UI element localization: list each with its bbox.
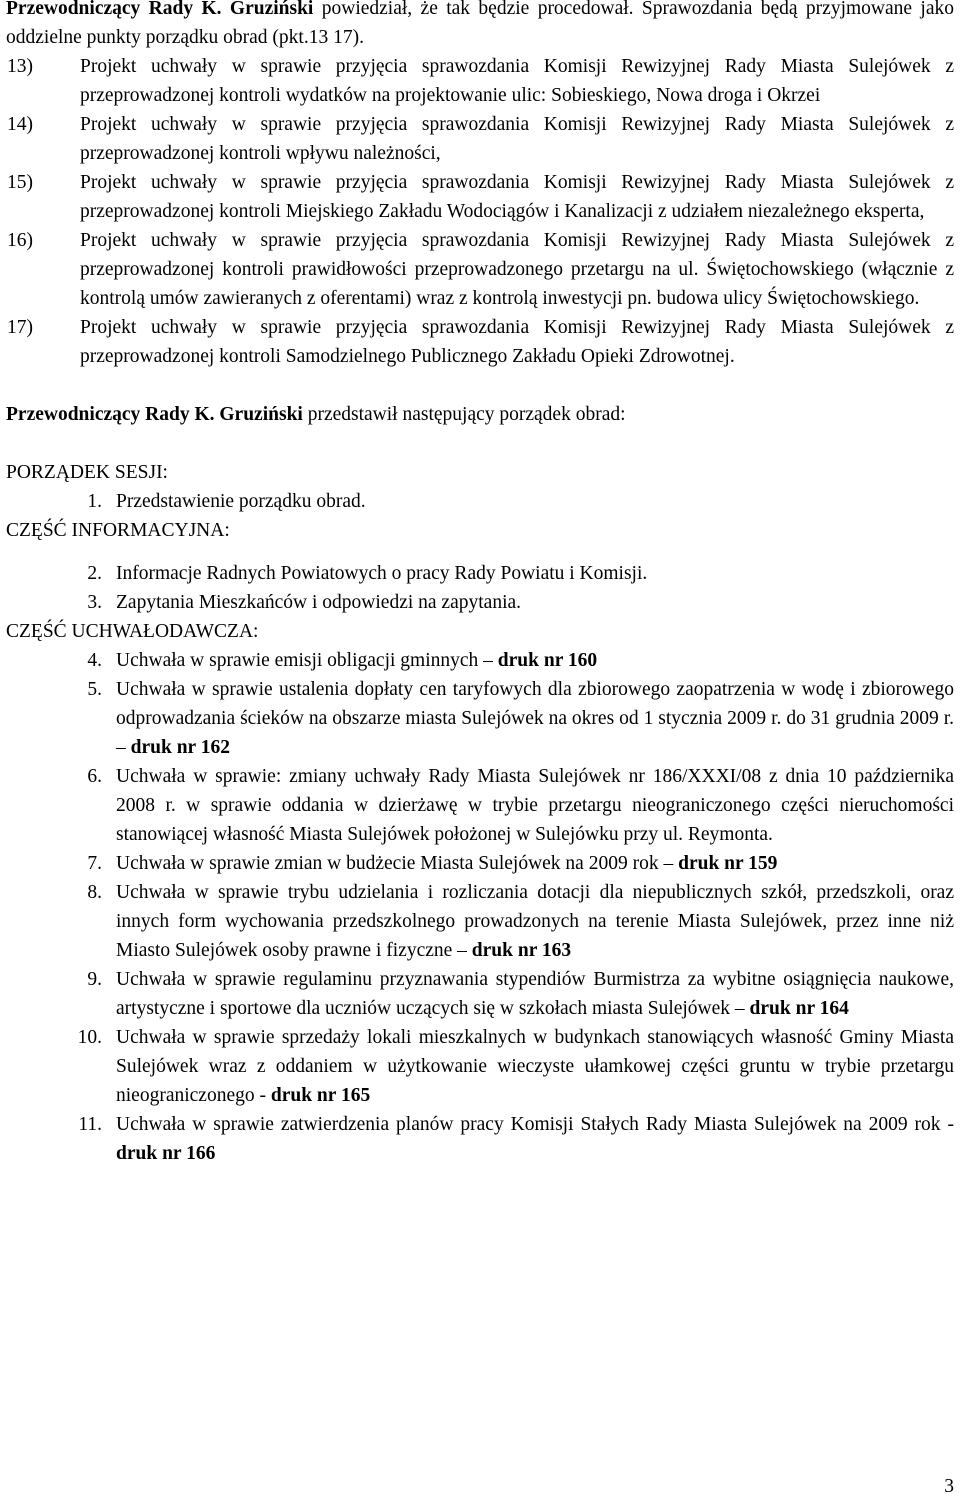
- project-item-14: [6, 110, 954, 168]
- spacer: [6, 429, 954, 458]
- agenda-text: Zapytania Mieszkańców i odpowiedzi na zapytania.: [116, 592, 522, 613]
- agenda-number: 10.: [77, 1027, 102, 1048]
- info-section-title: CZĘŚĆ INFORMACYJNA:: [6, 520, 230, 541]
- agenda-item-3: [6, 588, 954, 617]
- agenda-text: Uchwała w sprawie emisji obligacji gminnych –: [116, 650, 493, 671]
- agenda-item-7: [6, 849, 954, 878]
- project-list: [6, 52, 954, 371]
- druk-number: druk nr 166: [116, 1143, 216, 1164]
- resolution-item-list: [6, 646, 954, 1168]
- chair-label: Przewodniczący Rady K.: [6, 0, 222, 19]
- agenda-text: Uchwała w sprawie zmian w budżecie Miasta Sulejówek na 2009 rok –: [116, 853, 674, 874]
- presented-text: przedstawił następujący porządek obrad:: [307, 404, 626, 425]
- project-text: Projekt uchwały w sprawie przyjęcia sprawozdania Komisji Rewizyjnej Rady Miasta Sulejówek z przeprowadzonej kontroli wpływu należności,: [80, 114, 954, 164]
- info-item-list: [6, 559, 954, 617]
- agenda-text: Uchwała w sprawie ustalenia dopłaty cen taryfowych dla zbiorowego zaopatrzenia w wodę i zbiorowego odprowadzania ścieków na obszarze miasta Sulejówek na okres od 1 stycznia 2009 r. do 31 grudnia 2009 r. –: [116, 679, 954, 758]
- chair-name: Gruziński: [219, 404, 303, 425]
- page-number: 3: [944, 1476, 954, 1497]
- agenda-text: Przedstawienie porządku obrad.: [116, 491, 366, 512]
- agenda-title: PORZĄDEK SESJI:: [6, 462, 168, 483]
- druk-number: druk nr 165: [270, 1085, 371, 1106]
- spacer: [6, 371, 954, 400]
- druk-number: druk nr 164: [749, 998, 849, 1019]
- agenda-item-5: [6, 675, 954, 762]
- agenda-text: Uchwała w sprawie regulaminu przyznawania stypendiów Burmistrza za wybitne osiągnięcia naukowe, artystyczne i sportowe dla uczniów uczących się w szkołach miasta Sulejówek –: [116, 969, 954, 1019]
- agenda-item-9: [6, 965, 954, 1023]
- chair-label: Przewodniczący Rady K.: [6, 404, 215, 425]
- project-number: 16): [7, 230, 33, 251]
- agenda-item-6: [6, 762, 954, 849]
- agenda-number: 9.: [87, 969, 102, 990]
- agenda-number: 4.: [87, 650, 102, 671]
- agenda-number: 5.: [87, 679, 102, 700]
- agenda-item-2: [6, 559, 954, 588]
- agenda-text: Uchwała w sprawie: zmiany uchwały Rady Miasta Sulejówek nr 186/XXXI/08 z dnia 10 października 2008 r. w sprawie oddania w dzierżawę w trybie przetargu nieograniczonego części nieruchomości stanowiącej własność Miasta Sulejówek położonej w Sulejówku przy ul. Reymonta.: [116, 766, 954, 845]
- project-item-13: [6, 52, 954, 110]
- agenda-number: 2.: [87, 563, 102, 584]
- project-number: 14): [7, 114, 33, 135]
- agenda-text: Uchwała w sprawie sprzedaży lokali mieszkalnych w budynkach stanowiących własność Gminy Miasta Sulejówek wraz z oddaniem w użytkowanie wieczyste ułamkowej części gruntu w trybie przetargu nieograniczonego -: [116, 1027, 954, 1106]
- agenda-item-list: [6, 487, 954, 516]
- agenda-item-1: [6, 487, 954, 516]
- agenda-text: Uchwała w sprawie trybu udzielania i rozliczania dotacji dla niepublicznych szkół, przedszkoli, oraz innych form wychowania przedszkolnego prowadzonych na terenie Miasta Sulejówek, przez inne niż Miasto Sulejówek osoby prawne i fizyczne –: [116, 882, 954, 961]
- resolution-section-title: CZĘŚĆ UCHWAŁODAWCZA:: [6, 621, 259, 642]
- project-number: 17): [7, 317, 33, 338]
- project-text: Projekt uchwały w sprawie przyjęcia sprawozdania Komisji Rewizyjnej Rady Miasta Sulejówek z przeprowadzonej kontroli prawidłowości przeprowadzonego przetargu na ul. Świętochowskiego (włącznie z kontrolą umów zawieranych z oferentami) wraz z kontrolą inwestycji pn. budowa ulicy Świętochowskiego.: [80, 230, 954, 309]
- agenda-number: 1.: [87, 491, 102, 512]
- agenda-item-10: [6, 1023, 954, 1110]
- agenda-item-4: [6, 646, 954, 675]
- intro-text: powiedział, że tak będzie procedował. Sprawozdania będą przyjmowane jako oddzielne punkty porządku obrad (pkt.13 17).: [6, 0, 955, 48]
- project-text: Projekt uchwały w sprawie przyjęcia sprawozdania Komisji Rewizyjnej Rady Miasta Sulejówek z przeprowadzonej kontroli Samodzielnego Publicznego Zakładu Opieki Zdrowotnej.: [80, 317, 954, 367]
- agenda-text: Uchwała w sprawie zatwierdzenia planów pracy Komisji Stałych Rady Miasta Sulejówek na 2009 rok -: [116, 1114, 954, 1135]
- agenda-number: 8.: [87, 882, 102, 903]
- druk-number: druk nr 160: [497, 650, 598, 671]
- project-number: 13): [7, 56, 33, 77]
- druk-number: druk nr 163: [471, 940, 572, 961]
- druk-number: druk nr 162: [130, 737, 230, 758]
- project-text: Projekt uchwały w sprawie przyjęcia sprawozdania Komisji Rewizyjnej Rady Miasta Sulejówek z przeprowadzonej kontroli Miejskiego Zakładu Wodociągów i Kanalizacji z udziałem niezależnego eksperta,: [80, 172, 954, 222]
- agenda-number: 3.: [87, 592, 102, 613]
- project-item-15: [6, 168, 954, 226]
- project-item-17: [6, 313, 954, 371]
- agenda-number: 7.: [87, 853, 102, 874]
- presented-paragraph: [6, 400, 954, 429]
- chair-name: Gruziński: [229, 0, 314, 19]
- agenda-item-11: [6, 1110, 954, 1168]
- agenda-text: Informacje Radnych Powiatowych o pracy Rady Powiatu i Komisji.: [116, 563, 648, 584]
- project-number: 15): [7, 172, 33, 193]
- project-text: Projekt uchwały w sprawie przyjęcia sprawozdania Komisji Rewizyjnej Rady Miasta Sulejówek z przeprowadzonej kontroli wydatków na projektowanie ulic: Sobieskiego, Nowa droga i Okrzei: [80, 56, 954, 106]
- agenda-item-8: [6, 878, 954, 965]
- project-item-16: [6, 226, 954, 313]
- intro-paragraph: [6, 0, 954, 52]
- spacer: [6, 545, 954, 559]
- agenda-number: 6.: [87, 766, 102, 787]
- druk-number: druk nr 159: [678, 853, 778, 874]
- agenda-number: 11.: [78, 1114, 102, 1135]
